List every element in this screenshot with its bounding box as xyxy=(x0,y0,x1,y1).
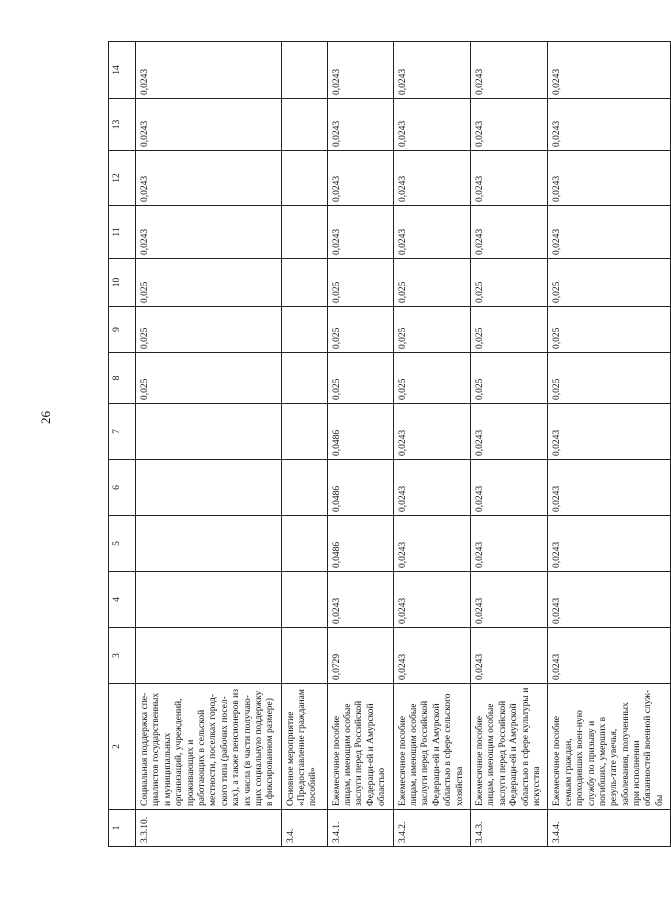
column-header: 3 xyxy=(109,628,136,684)
page-number: 26 xyxy=(38,411,53,424)
table-cell: 0,0243 xyxy=(470,460,547,516)
row-description: Социальная поддержка спе-циалистов государственных и муниципальных организаций, учреждений, проживающих и работающих в сельской местности, поселках город-ского типа (рабочих посел-ках), а также пенсионеров из их числа (в части получаю-щих социальную поддержку в фиксированном размере) xyxy=(136,684,282,810)
table-cell: 0,0243 xyxy=(393,628,470,684)
table-cell xyxy=(136,460,282,516)
data-table xyxy=(108,41,671,847)
row-description: Основное мероприятие «Предоставление гражданам пособий» xyxy=(281,684,327,810)
column-header: 2 xyxy=(109,684,136,810)
table-cell xyxy=(136,516,282,572)
table-cell: 0,0243 xyxy=(548,151,671,206)
table-cell: 0,025 xyxy=(136,307,282,353)
table-cell: 0,025 xyxy=(470,307,547,353)
table-cell: 0,0243 xyxy=(136,151,282,206)
table-cell xyxy=(281,307,327,353)
table-cell xyxy=(136,404,282,460)
table-cell: 0,0243 xyxy=(136,42,282,99)
table-cell: 0,0243 xyxy=(548,572,671,628)
table-cell xyxy=(281,206,327,259)
table-cell: 0,0243 xyxy=(548,628,671,684)
table-cell: 0,0729 xyxy=(327,628,393,684)
table-row xyxy=(327,42,393,847)
column-header: 6 xyxy=(109,460,136,516)
table-cell: 0,0243 xyxy=(327,206,393,259)
table-cell: 0,0243 xyxy=(136,206,282,259)
table-cell: 0,0243 xyxy=(327,572,393,628)
table-cell: 0,0243 xyxy=(393,516,470,572)
table-cell: 0,0243 xyxy=(548,99,671,151)
row-description: Ежемесячное пособие лицам, имеющим особые заслуги перед Российской Федераци-ей и Амурской областью xyxy=(327,684,393,810)
table-cell: 0,0243 xyxy=(548,516,671,572)
table-cell xyxy=(136,572,282,628)
table-row xyxy=(548,42,671,847)
table-cell: 0,0243 xyxy=(470,404,547,460)
table-cell: 0,0243 xyxy=(327,42,393,99)
row-number: 3.4.2. xyxy=(393,810,470,847)
table-cell: 0,025 xyxy=(548,353,671,404)
row-description: Ежемесячное пособие семьям граждан, проходивших воен-ную службу по призыву и погибших, умерших в резуль-тате увечья, заболевания, полученных при исполнении обязанностей военной служ-бы xyxy=(548,684,671,810)
table-cell: 0,0243 xyxy=(393,42,470,99)
table-cell: 0,0243 xyxy=(327,99,393,151)
table-cell: 0,025 xyxy=(470,353,547,404)
table-cell xyxy=(281,99,327,151)
table-cell: 0,0243 xyxy=(548,404,671,460)
table-cell: 0,0243 xyxy=(470,151,547,206)
table-cell: 0,0243 xyxy=(393,572,470,628)
table-cell: 0,0486 xyxy=(327,516,393,572)
row-number: 3.4.4. xyxy=(548,810,671,847)
table-cell xyxy=(281,572,327,628)
row-description: Ежемесячное пособие лицам, имеющим особые заслуги перед Российской Федераци-ей и Амурской областью в сфере сельского хозяйства xyxy=(393,684,470,810)
table-cell: 0,025 xyxy=(470,259,547,307)
table-cell: 0,0243 xyxy=(548,460,671,516)
table-row xyxy=(136,42,282,847)
column-header: 11 xyxy=(109,206,136,259)
column-header: 12 xyxy=(109,151,136,206)
table-cell: 0,0243 xyxy=(393,206,470,259)
table-cell: 0,0243 xyxy=(393,151,470,206)
table-cell xyxy=(281,516,327,572)
table-cell: 0,0243 xyxy=(548,206,671,259)
row-number: 3.4.3. xyxy=(470,810,547,847)
table-cell: 0,0243 xyxy=(470,572,547,628)
table-cell: 0,025 xyxy=(327,353,393,404)
table-cell: 0,0243 xyxy=(470,628,547,684)
table-cell xyxy=(281,353,327,404)
table-cell: 0,025 xyxy=(136,353,282,404)
column-header: 13 xyxy=(109,99,136,151)
table-cell: 0,025 xyxy=(393,259,470,307)
row-number: 3.4.1. xyxy=(327,810,393,847)
column-header: 8 xyxy=(109,353,136,404)
row-number: 3.3.10. xyxy=(136,810,282,847)
table-cell: 0,0243 xyxy=(393,404,470,460)
row-number: 3.4. xyxy=(281,810,327,847)
table-cell: 0,0243 xyxy=(470,42,547,99)
table-row xyxy=(281,42,327,847)
table-cell: 0,0243 xyxy=(393,99,470,151)
column-header: 4 xyxy=(109,572,136,628)
column-header: 1 xyxy=(109,810,136,847)
table-cell: 0,025 xyxy=(327,259,393,307)
table-cell: 0,0243 xyxy=(470,516,547,572)
column-header: 14 xyxy=(109,42,136,99)
table-cell: 0,0243 xyxy=(470,99,547,151)
table-row xyxy=(470,42,547,847)
table-cell xyxy=(281,151,327,206)
table-cell: 0,0243 xyxy=(470,206,547,259)
table-cell xyxy=(136,628,282,684)
table-cell: 0,025 xyxy=(393,307,470,353)
column-header: 10 xyxy=(109,259,136,307)
table-cell: 0,0243 xyxy=(327,151,393,206)
table-cell: 0,025 xyxy=(393,353,470,404)
table-cell: 0,025 xyxy=(327,307,393,353)
table-cell xyxy=(281,259,327,307)
table-cell xyxy=(281,460,327,516)
table-cell xyxy=(281,404,327,460)
table-cell xyxy=(281,628,327,684)
row-description: Ежемесячное пособие лицам, имеющим особые заслуги перед Российской Федераци-ей и Амурской областью в сфере культуры и искусства xyxy=(470,684,547,810)
table-cell: 0,0486 xyxy=(327,404,393,460)
column-header: 7 xyxy=(109,404,136,460)
table-row xyxy=(393,42,470,847)
table-cell: 0,0243 xyxy=(548,42,671,99)
header-row xyxy=(109,42,136,847)
table-cell: 0,0243 xyxy=(136,99,282,151)
column-header: 5 xyxy=(109,516,136,572)
table-cell xyxy=(281,42,327,99)
table-cell: 0,025 xyxy=(136,259,282,307)
column-header: 9 xyxy=(109,307,136,353)
table-cell: 0,0243 xyxy=(393,460,470,516)
table-cell: 0,025 xyxy=(548,259,671,307)
table-cell: 0,025 xyxy=(548,307,671,353)
indicator-table xyxy=(108,42,665,847)
table-cell: 0,0486 xyxy=(327,460,393,516)
